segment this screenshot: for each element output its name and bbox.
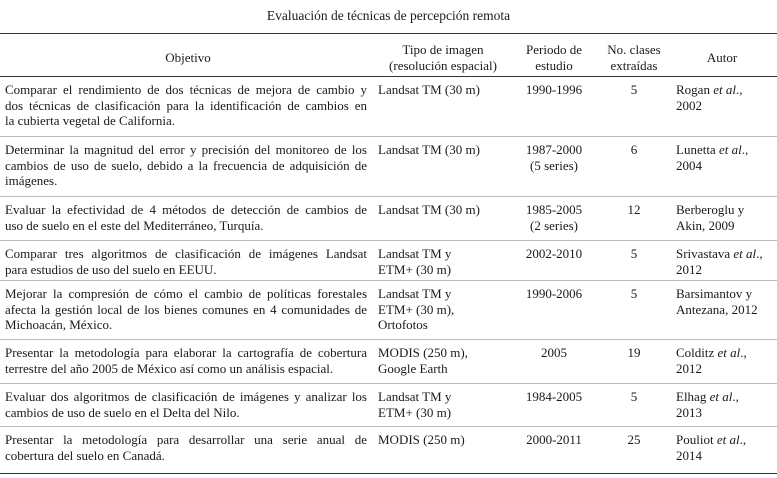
cell-periodo (512, 202, 596, 233)
autor-name: Barsimantov y (676, 286, 753, 301)
cell-objetivo-line: imágenes. (5, 173, 58, 188)
cell-objetivo-line: terrestre del año 2005 de México así como un análisis espacial. (5, 360, 334, 376)
autor-line1 (676, 389, 776, 405)
header-objetivo: Objetivo (165, 50, 211, 65)
cell-periodo-line: 1984-2005 (525, 389, 583, 404)
autor-punct: ., (735, 82, 743, 97)
autor-name: Berberoglu y (676, 202, 745, 217)
row-separator (0, 136, 777, 137)
autor-name: Lunetta (676, 142, 719, 157)
cell-objetivo-line: cobertura del suelo en Canadá. (5, 447, 165, 463)
autor-et-al: et al (716, 432, 740, 447)
autor-line1 (676, 82, 776, 98)
cell-autor (676, 432, 776, 463)
autor-punct: ., (741, 142, 749, 157)
cell-objetivo-line: uso de suelo en el este del Mediterráneo, Turquía. (5, 217, 264, 233)
cell-objetivo-line: Comparar tres algoritmos de clasificación de imágenes Landsat (5, 246, 367, 261)
row-separator (0, 426, 777, 427)
autor-name: Rogan (676, 82, 714, 97)
cell-objetivo (5, 246, 367, 277)
header-tipo-line2: (resolución espacial) (389, 58, 497, 73)
autor-punct: ., (740, 345, 747, 360)
autor-line1 (676, 142, 776, 158)
cell-objetivo-line: la cubierta vegetal de California. (5, 113, 176, 128)
cell-periodo-line: 1987-2000 (525, 142, 583, 157)
cell-tipo-imagen-line: Landsat TM (30 m) (378, 202, 480, 217)
cell-periodo-line: 1985-2005 (525, 202, 583, 217)
cell-tipo-imagen-line: Landsat TM y (378, 246, 452, 261)
row-separator (0, 383, 777, 384)
cell-objetivo-line: para estudios de uso del suelo en EEUU. (5, 261, 217, 277)
cell-autor (676, 142, 776, 173)
cell-autor (676, 202, 776, 233)
cell-tipo-imagen (378, 202, 508, 218)
header-clases (598, 42, 670, 74)
cell-autor (676, 345, 776, 376)
cell-tipo-imagen (378, 142, 508, 158)
cell-clases: 25 (627, 432, 641, 447)
cell-tipo-imagen (378, 432, 508, 448)
cell-objetivo (5, 286, 367, 333)
header-rule (0, 76, 777, 77)
autor-punct: ., (756, 246, 763, 261)
autor-name: Elhag (676, 389, 710, 404)
cell-periodo-line: 2002-2010 (525, 246, 583, 261)
cell-tipo-imagen-line: ETM+ (30 m) (378, 261, 452, 277)
cell-objetivo (5, 202, 367, 233)
autor-line1 (676, 202, 776, 218)
bottom-rule (0, 473, 777, 474)
autor-line1 (676, 246, 776, 262)
cell-objetivo-line: Presentar la metodología para desarrollar una serie anual de (5, 432, 367, 447)
caption-rule (0, 33, 777, 34)
cell-tipo-imagen-line: Landsat TM (30 m) (378, 142, 480, 157)
row-separator (0, 240, 777, 241)
cell-tipo-imagen (378, 389, 508, 420)
autor-punct: ., (739, 432, 747, 447)
cell-tipo-imagen-line: MODIS (250 m), (378, 345, 468, 360)
cell-tipo-imagen-line: Landsat TM y (378, 389, 452, 404)
cell-objetivo-line: cambios de uso de suelo, debido a la frecuencia de adquisición de (5, 157, 367, 173)
autor-line2: 2012 (676, 360, 702, 376)
header-periodo-line2: estudio (535, 58, 573, 73)
cell-periodo (512, 142, 596, 173)
cell-periodo (512, 246, 596, 262)
cell-objetivo-line: Presentar la metodología para elaborar la cartografía de cobertura (5, 345, 367, 360)
cell-periodo-line: 2005 (541, 345, 567, 360)
cell-clases: 5 (630, 286, 638, 301)
cell-clases: 19 (627, 345, 641, 360)
cell-objetivo (5, 82, 367, 129)
cell-periodo-line: 1990-1996 (525, 82, 583, 97)
autor-et-al: et al (713, 82, 736, 97)
cell-periodo-line: (2 series) (529, 217, 578, 233)
cell-tipo-imagen-line: MODIS (250 m) (378, 432, 465, 447)
cell-objetivo (5, 432, 367, 463)
cell-objetivo-line: Evaluar dos algoritmos de clasificación de imágenes y analizar los (5, 389, 367, 404)
cell-periodo (512, 345, 596, 361)
cell-tipo-imagen (378, 246, 508, 277)
autor-et-al: et al (733, 246, 757, 261)
cell-tipo-imagen-line: Landsat TM (30 m) (378, 82, 480, 97)
cell-objetivo-line: afecta la gestión local de los bienes comunes en 4 comunidades de (5, 301, 367, 317)
row-separator (0, 196, 777, 197)
autor-line2: 2014 (676, 447, 702, 463)
cell-periodo-line: 1990-2006 (525, 286, 583, 301)
autor-name: Pouliot (676, 432, 717, 447)
table-caption: Evaluación de técnicas de percepción remota (266, 8, 511, 23)
header-clases-line1: No. clases (607, 42, 661, 57)
autor-line1 (676, 345, 776, 361)
cell-clases: 5 (630, 389, 638, 404)
header-tipo-line1: Tipo de imagen (402, 42, 484, 57)
cell-periodo (512, 286, 596, 302)
cell-objetivo-line: dos técnicas de clasificación para la identificación de cambios en (5, 97, 367, 113)
cell-objetivo (5, 389, 367, 420)
cell-objetivo-line: Determinar la magnitud del error y precisión del monitoreo de los (5, 142, 367, 157)
cell-periodo-line: 2000-2011 (526, 432, 582, 447)
cell-tipo-imagen (378, 345, 508, 376)
cell-periodo (512, 389, 596, 405)
autor-line2: 2012 (676, 261, 702, 277)
cell-periodo-line: (5 series) (529, 157, 578, 173)
cell-autor (676, 286, 776, 317)
autor-name: Colditz (676, 345, 718, 360)
cell-objetivo-line: Mejorar la compresión de cómo el cambio de políticas forestales (5, 286, 367, 301)
cell-clases: 5 (630, 246, 638, 261)
cell-tipo-imagen-line: Landsat TM y (378, 286, 452, 301)
autor-punct: ., (732, 389, 739, 404)
header-clases-line2: extraídas (610, 58, 658, 73)
cell-objetivo-line: Evaluar la efectividad de 4 métodos de detección de cambios de (5, 202, 367, 217)
autor-line2: 2002 (676, 97, 702, 113)
cell-objetivo-line: Michoacán, México. (5, 317, 113, 332)
autor-et-al: et al (709, 389, 733, 404)
row-separator (0, 339, 777, 340)
cell-objetivo (5, 345, 367, 376)
autor-et-al: et al (718, 142, 742, 157)
cell-clases: 5 (630, 82, 638, 97)
cell-tipo-imagen-line: ETM+ (30 m), (378, 301, 455, 317)
autor-line1 (676, 286, 776, 302)
cell-tipo-imagen-line: Google Earth (378, 360, 448, 376)
header-periodo-line1: Periodo de (526, 42, 582, 57)
header-tipo-imagen (378, 42, 508, 74)
cell-tipo-imagen-line: ETM+ (30 m) (378, 404, 452, 420)
header-periodo (512, 42, 596, 74)
autor-line2: 2004 (676, 157, 702, 173)
autor-line2: Antezana, 2012 (676, 301, 758, 317)
autor-line2: 2013 (676, 404, 702, 420)
autor-line2: Akin, 2009 (676, 217, 735, 233)
autor-line1 (676, 432, 776, 448)
cell-clases: 6 (630, 142, 638, 157)
autor-name: Srivastava (676, 246, 734, 261)
row-separator (0, 280, 777, 281)
cell-objetivo-line: Comparar el rendimiento de dos técnicas de mejora de cambio y (5, 82, 367, 97)
cell-periodo (512, 82, 596, 98)
cell-tipo-imagen (378, 286, 508, 333)
header-autor: Autor (706, 50, 738, 65)
autor-et-al: et al (717, 345, 741, 360)
cell-autor (676, 82, 776, 113)
cell-tipo-imagen-line: Ortofotos (378, 317, 428, 332)
cell-autor (676, 389, 776, 420)
cell-clases: 12 (627, 202, 641, 217)
cell-tipo-imagen (378, 82, 508, 98)
cell-autor (676, 246, 776, 277)
cell-objetivo-line: cambios de uso de suelo en el Delta del Nilo. (5, 404, 240, 420)
cell-objetivo (5, 142, 367, 189)
cell-periodo (512, 432, 596, 448)
